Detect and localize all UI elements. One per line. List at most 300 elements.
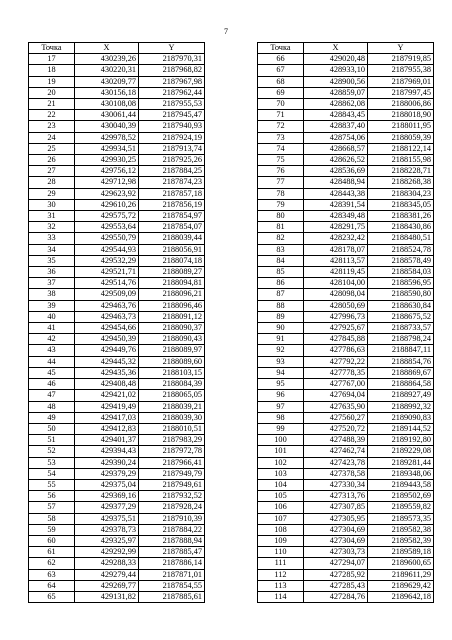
point-number-cell: 107 bbox=[258, 513, 304, 524]
y-coordinate-cell: 2188869,67 bbox=[368, 367, 434, 378]
x-coordinate-cell: 427560,27 bbox=[304, 412, 368, 423]
table-row bbox=[258, 132, 434, 143]
x-coordinate-cell: 429610,26 bbox=[75, 199, 139, 210]
y-coordinate-cell: 2188010,51 bbox=[139, 423, 205, 434]
point-number-cell: 51 bbox=[29, 435, 75, 446]
x-coordinate-cell: 428536,69 bbox=[304, 166, 368, 177]
table-row bbox=[258, 121, 434, 132]
table-row bbox=[258, 289, 434, 300]
x-coordinate-cell: 429532,29 bbox=[75, 255, 139, 266]
y-coordinate-cell: 2187924,19 bbox=[139, 132, 205, 143]
x-coordinate-cell: 430061,44 bbox=[75, 110, 139, 121]
x-coordinate-cell: 429288,33 bbox=[75, 558, 139, 569]
point-number-cell: 21 bbox=[29, 99, 75, 110]
x-coordinate-cell: 429379,29 bbox=[75, 468, 139, 479]
point-number-cell: 20 bbox=[29, 87, 75, 98]
x-coordinate-cell: 430156,18 bbox=[75, 87, 139, 98]
y-coordinate-cell: 2187857,18 bbox=[139, 188, 205, 199]
x-coordinate-cell: 427778,35 bbox=[304, 367, 368, 378]
x-coordinate-cell: 428488,94 bbox=[304, 177, 368, 188]
table-row bbox=[29, 278, 205, 289]
table-row bbox=[258, 278, 434, 289]
table-row bbox=[258, 569, 434, 580]
y-coordinate-cell: 2189559,82 bbox=[368, 502, 434, 513]
table-header-row bbox=[29, 43, 205, 54]
x-coordinate-cell: 429378,73 bbox=[75, 524, 139, 535]
x-coordinate-cell: 430239,26 bbox=[75, 54, 139, 65]
point-number-cell: 41 bbox=[29, 323, 75, 334]
table-row bbox=[29, 547, 205, 558]
x-coordinate-cell: 427462,74 bbox=[304, 446, 368, 457]
x-coordinate-cell: 429401,37 bbox=[75, 435, 139, 446]
y-coordinate-cell: 2188381,26 bbox=[368, 211, 434, 222]
point-number-cell: 39 bbox=[29, 300, 75, 311]
table-row bbox=[258, 524, 434, 535]
point-number-cell: 108 bbox=[258, 524, 304, 535]
table-row bbox=[29, 166, 205, 177]
x-coordinate-cell: 427285,92 bbox=[304, 569, 368, 580]
x-coordinate-cell: 427304,69 bbox=[304, 535, 368, 546]
y-coordinate-cell: 2187874,23 bbox=[139, 177, 205, 188]
table-row bbox=[29, 155, 205, 166]
y-coordinate-cell: 2188059,39 bbox=[368, 132, 434, 143]
table-row bbox=[29, 367, 205, 378]
table-row bbox=[258, 199, 434, 210]
y-coordinate-cell: 2187967,98 bbox=[139, 76, 205, 87]
table-row bbox=[29, 580, 205, 591]
table-row bbox=[29, 311, 205, 322]
table-row bbox=[258, 356, 434, 367]
x-coordinate-cell: 428178,07 bbox=[304, 244, 368, 255]
table-row bbox=[29, 177, 205, 188]
y-coordinate-cell: 2187884,22 bbox=[139, 524, 205, 535]
x-coordinate-cell: 429978,52 bbox=[75, 132, 139, 143]
y-coordinate-cell: 2188675,52 bbox=[368, 311, 434, 322]
y-coordinate-cell: 2188578,49 bbox=[368, 255, 434, 266]
point-number-cell: 112 bbox=[258, 569, 304, 580]
y-coordinate-cell: 2188094,81 bbox=[139, 278, 205, 289]
table-row bbox=[29, 244, 205, 255]
x-coordinate-cell: 429419,49 bbox=[75, 401, 139, 412]
y-coordinate-cell: 2188927,49 bbox=[368, 390, 434, 401]
x-coordinate-cell: 429463,73 bbox=[75, 311, 139, 322]
point-number-cell: 45 bbox=[29, 367, 75, 378]
column-header-y: Y bbox=[368, 43, 434, 54]
point-number-cell: 59 bbox=[29, 524, 75, 535]
x-coordinate-cell: 429435,36 bbox=[75, 367, 139, 378]
x-coordinate-cell: 429020,48 bbox=[304, 54, 368, 65]
x-coordinate-cell: 429131,82 bbox=[75, 591, 139, 602]
x-coordinate-cell: 427305,95 bbox=[304, 513, 368, 524]
table-row bbox=[258, 390, 434, 401]
x-coordinate-cell: 430040,39 bbox=[75, 121, 139, 132]
x-coordinate-cell: 428349,48 bbox=[304, 211, 368, 222]
x-coordinate-cell: 430209,77 bbox=[75, 76, 139, 87]
point-number-cell: 93 bbox=[258, 356, 304, 367]
point-number-cell: 30 bbox=[29, 199, 75, 210]
table-row bbox=[258, 457, 434, 468]
point-number-cell: 103 bbox=[258, 468, 304, 479]
y-coordinate-cell: 2187919,85 bbox=[368, 54, 434, 65]
x-coordinate-cell: 427330,34 bbox=[304, 479, 368, 490]
x-coordinate-cell: 429514,76 bbox=[75, 278, 139, 289]
x-coordinate-cell: 429463,76 bbox=[75, 300, 139, 311]
y-coordinate-cell: 2187928,24 bbox=[139, 502, 205, 513]
column-header-x: X bbox=[75, 43, 139, 54]
table-row bbox=[258, 87, 434, 98]
point-number-cell: 111 bbox=[258, 558, 304, 569]
point-number-cell: 92 bbox=[258, 345, 304, 356]
x-coordinate-cell: 428443,38 bbox=[304, 188, 368, 199]
table-row bbox=[29, 591, 205, 602]
table-row bbox=[258, 177, 434, 188]
point-number-cell: 25 bbox=[29, 143, 75, 154]
y-coordinate-cell: 2189573,35 bbox=[368, 513, 434, 524]
point-number-cell: 62 bbox=[29, 558, 75, 569]
x-coordinate-cell: 430220,31 bbox=[75, 65, 139, 76]
point-number-cell: 88 bbox=[258, 300, 304, 311]
y-coordinate-cell: 2188992,32 bbox=[368, 401, 434, 412]
y-coordinate-cell: 2188847,11 bbox=[368, 345, 434, 356]
point-number-cell: 66 bbox=[258, 54, 304, 65]
x-coordinate-cell: 427488,39 bbox=[304, 435, 368, 446]
point-number-cell: 46 bbox=[29, 379, 75, 390]
y-coordinate-cell: 2187885,47 bbox=[139, 547, 205, 558]
x-coordinate-cell: 427786,63 bbox=[304, 345, 368, 356]
table-row bbox=[258, 334, 434, 345]
point-number-cell: 50 bbox=[29, 423, 75, 434]
table-row bbox=[29, 334, 205, 345]
x-coordinate-cell: 429390,24 bbox=[75, 457, 139, 468]
table-row bbox=[258, 435, 434, 446]
page-number: 7 bbox=[224, 27, 228, 36]
y-coordinate-cell: 2187955,53 bbox=[139, 99, 205, 110]
point-number-cell: 70 bbox=[258, 99, 304, 110]
table-row bbox=[29, 479, 205, 490]
y-coordinate-cell: 2189281,44 bbox=[368, 457, 434, 468]
y-coordinate-cell: 2188268,38 bbox=[368, 177, 434, 188]
point-number-cell: 105 bbox=[258, 491, 304, 502]
point-number-cell: 34 bbox=[29, 244, 75, 255]
table-row bbox=[29, 143, 205, 154]
y-coordinate-cell: 2189348,06 bbox=[368, 468, 434, 479]
column-header-y: Y bbox=[139, 43, 205, 54]
point-number-cell: 90 bbox=[258, 323, 304, 334]
x-coordinate-cell: 429325,97 bbox=[75, 535, 139, 546]
table-row bbox=[29, 535, 205, 546]
table-row bbox=[258, 166, 434, 177]
table-row bbox=[258, 222, 434, 233]
x-coordinate-cell: 429550,79 bbox=[75, 233, 139, 244]
table-row bbox=[258, 188, 434, 199]
y-coordinate-cell: 2188089,27 bbox=[139, 267, 205, 278]
table-row bbox=[29, 502, 205, 513]
x-coordinate-cell: 429292,99 bbox=[75, 547, 139, 558]
y-coordinate-cell: 2188584,03 bbox=[368, 267, 434, 278]
x-coordinate-cell: 427307,85 bbox=[304, 502, 368, 513]
point-number-cell: 75 bbox=[258, 155, 304, 166]
x-coordinate-cell: 429930,25 bbox=[75, 155, 139, 166]
table-row bbox=[258, 479, 434, 490]
point-number-cell: 81 bbox=[258, 222, 304, 233]
point-number-cell: 33 bbox=[29, 233, 75, 244]
column-header-point: Точка bbox=[29, 43, 75, 54]
point-number-cell: 61 bbox=[29, 547, 75, 558]
point-number-cell: 113 bbox=[258, 580, 304, 591]
y-coordinate-cell: 2188480,51 bbox=[368, 233, 434, 244]
point-number-cell: 43 bbox=[29, 345, 75, 356]
point-number-cell: 87 bbox=[258, 289, 304, 300]
table-row bbox=[258, 423, 434, 434]
table-row bbox=[29, 468, 205, 479]
column-header-x: X bbox=[304, 43, 368, 54]
point-number-cell: 89 bbox=[258, 311, 304, 322]
y-coordinate-cell: 2187854,97 bbox=[139, 211, 205, 222]
y-coordinate-cell: 2187972,78 bbox=[139, 446, 205, 457]
y-coordinate-cell: 2189192,80 bbox=[368, 435, 434, 446]
point-number-cell: 57 bbox=[29, 502, 75, 513]
x-coordinate-cell: 429449,76 bbox=[75, 345, 139, 356]
point-number-cell: 104 bbox=[258, 479, 304, 490]
table-row bbox=[29, 412, 205, 423]
point-number-cell: 18 bbox=[29, 65, 75, 76]
x-coordinate-cell: 428933,10 bbox=[304, 65, 368, 76]
y-coordinate-cell: 2187983,29 bbox=[139, 435, 205, 446]
point-number-cell: 65 bbox=[29, 591, 75, 602]
point-number-cell: 60 bbox=[29, 535, 75, 546]
y-coordinate-cell: 2187856,19 bbox=[139, 199, 205, 210]
point-number-cell: 44 bbox=[29, 356, 75, 367]
y-coordinate-cell: 2188228,71 bbox=[368, 166, 434, 177]
y-coordinate-cell: 2189582,38 bbox=[368, 524, 434, 535]
x-coordinate-cell: 428754,06 bbox=[304, 132, 368, 143]
x-coordinate-cell: 427635,90 bbox=[304, 401, 368, 412]
y-coordinate-cell: 2187910,39 bbox=[139, 513, 205, 524]
x-coordinate-cell: 429544,93 bbox=[75, 244, 139, 255]
x-coordinate-cell: 427303,73 bbox=[304, 547, 368, 558]
x-coordinate-cell: 427294,07 bbox=[304, 558, 368, 569]
x-coordinate-cell: 429412,83 bbox=[75, 423, 139, 434]
x-coordinate-cell: 427694,04 bbox=[304, 390, 368, 401]
x-coordinate-cell: 428862,08 bbox=[304, 99, 368, 110]
y-coordinate-cell: 2187871,01 bbox=[139, 569, 205, 580]
x-coordinate-cell: 429454,66 bbox=[75, 323, 139, 334]
table-row bbox=[258, 547, 434, 558]
table-row bbox=[258, 233, 434, 244]
x-coordinate-cell: 428113,57 bbox=[304, 255, 368, 266]
x-coordinate-cell: 428391,54 bbox=[304, 199, 368, 210]
x-coordinate-cell: 428900,56 bbox=[304, 76, 368, 87]
table-row bbox=[29, 345, 205, 356]
y-coordinate-cell: 2189611,29 bbox=[368, 569, 434, 580]
x-coordinate-cell: 428859,07 bbox=[304, 87, 368, 98]
y-coordinate-cell: 2188596,95 bbox=[368, 278, 434, 289]
x-coordinate-cell: 428291,75 bbox=[304, 222, 368, 233]
table-row bbox=[258, 143, 434, 154]
table-row bbox=[258, 535, 434, 546]
table-row bbox=[29, 457, 205, 468]
table-row bbox=[258, 54, 434, 65]
y-coordinate-cell: 2188039,21 bbox=[139, 401, 205, 412]
point-number-cell: 63 bbox=[29, 569, 75, 580]
table-row bbox=[258, 491, 434, 502]
table-row bbox=[29, 524, 205, 535]
point-number-cell: 29 bbox=[29, 188, 75, 199]
y-coordinate-cell: 2187854,55 bbox=[139, 580, 205, 591]
table-row bbox=[258, 76, 434, 87]
point-number-cell: 23 bbox=[29, 121, 75, 132]
table-row bbox=[29, 446, 205, 457]
point-number-cell: 101 bbox=[258, 446, 304, 457]
y-coordinate-cell: 2189629,42 bbox=[368, 580, 434, 591]
table-row bbox=[258, 379, 434, 390]
table-row bbox=[258, 300, 434, 311]
point-number-cell: 77 bbox=[258, 177, 304, 188]
x-coordinate-cell: 429369,16 bbox=[75, 491, 139, 502]
y-coordinate-cell: 2188084,39 bbox=[139, 379, 205, 390]
table-row bbox=[258, 211, 434, 222]
point-number-cell: 35 bbox=[29, 255, 75, 266]
x-coordinate-cell: 429375,51 bbox=[75, 513, 139, 524]
point-number-cell: 17 bbox=[29, 54, 75, 65]
x-coordinate-cell: 429375,04 bbox=[75, 479, 139, 490]
y-coordinate-cell: 2187945,47 bbox=[139, 110, 205, 121]
y-coordinate-cell: 2188430,86 bbox=[368, 222, 434, 233]
y-coordinate-cell: 2187968,82 bbox=[139, 65, 205, 76]
table-row bbox=[29, 491, 205, 502]
y-coordinate-cell: 2188006,86 bbox=[368, 99, 434, 110]
table-row bbox=[258, 311, 434, 322]
table-row bbox=[258, 345, 434, 356]
table-row bbox=[258, 255, 434, 266]
point-number-cell: 99 bbox=[258, 423, 304, 434]
table-row bbox=[29, 99, 205, 110]
table-row bbox=[29, 211, 205, 222]
table-row bbox=[29, 423, 205, 434]
point-number-cell: 74 bbox=[258, 143, 304, 154]
y-coordinate-cell: 2188345,05 bbox=[368, 199, 434, 210]
table-row bbox=[29, 379, 205, 390]
y-coordinate-cell: 2188122,14 bbox=[368, 143, 434, 154]
table-row bbox=[258, 244, 434, 255]
y-coordinate-cell: 2187932,52 bbox=[139, 491, 205, 502]
table-row bbox=[29, 401, 205, 412]
coordinates-table-right bbox=[257, 42, 434, 603]
y-coordinate-cell: 2187940,93 bbox=[139, 121, 205, 132]
x-coordinate-cell: 427925,67 bbox=[304, 323, 368, 334]
point-number-cell: 91 bbox=[258, 334, 304, 345]
point-number-cell: 80 bbox=[258, 211, 304, 222]
point-number-cell: 48 bbox=[29, 401, 75, 412]
y-coordinate-cell: 2188630,84 bbox=[368, 300, 434, 311]
table-row bbox=[29, 233, 205, 244]
table-row bbox=[29, 54, 205, 65]
point-number-cell: 73 bbox=[258, 132, 304, 143]
x-coordinate-cell: 429421,02 bbox=[75, 390, 139, 401]
point-number-cell: 52 bbox=[29, 446, 75, 457]
point-number-cell: 40 bbox=[29, 311, 75, 322]
y-coordinate-cell: 2189090,83 bbox=[368, 412, 434, 423]
x-coordinate-cell: 429269,77 bbox=[75, 580, 139, 591]
y-coordinate-cell: 2188074,18 bbox=[139, 255, 205, 266]
x-coordinate-cell: 429408,48 bbox=[75, 379, 139, 390]
table-row bbox=[258, 558, 434, 569]
y-coordinate-cell: 2189589,18 bbox=[368, 547, 434, 558]
point-number-cell: 71 bbox=[258, 110, 304, 121]
point-number-cell: 53 bbox=[29, 457, 75, 468]
point-number-cell: 54 bbox=[29, 468, 75, 479]
y-coordinate-cell: 2189582,39 bbox=[368, 535, 434, 546]
column-header-point: Точка bbox=[258, 43, 304, 54]
table-row bbox=[29, 132, 205, 143]
x-coordinate-cell: 428232,42 bbox=[304, 233, 368, 244]
point-number-cell: 22 bbox=[29, 110, 75, 121]
point-number-cell: 100 bbox=[258, 435, 304, 446]
x-coordinate-cell: 428843,45 bbox=[304, 110, 368, 121]
y-coordinate-cell: 2188524,78 bbox=[368, 244, 434, 255]
x-coordinate-cell: 427285,43 bbox=[304, 580, 368, 591]
y-coordinate-cell: 2188854,76 bbox=[368, 356, 434, 367]
point-number-cell: 49 bbox=[29, 412, 75, 423]
point-number-cell: 69 bbox=[258, 87, 304, 98]
y-coordinate-cell: 2187949,79 bbox=[139, 468, 205, 479]
table-row bbox=[29, 222, 205, 233]
y-coordinate-cell: 2187913,74 bbox=[139, 143, 205, 154]
table-row bbox=[29, 110, 205, 121]
x-coordinate-cell: 429509,09 bbox=[75, 289, 139, 300]
point-number-cell: 96 bbox=[258, 390, 304, 401]
y-coordinate-cell: 2188864,58 bbox=[368, 379, 434, 390]
y-coordinate-cell: 2187955,38 bbox=[368, 65, 434, 76]
point-number-cell: 64 bbox=[29, 580, 75, 591]
point-number-cell: 85 bbox=[258, 267, 304, 278]
table-row bbox=[29, 435, 205, 446]
table-row bbox=[258, 65, 434, 76]
x-coordinate-cell: 430108,08 bbox=[75, 99, 139, 110]
table-row bbox=[258, 580, 434, 591]
point-number-cell: 95 bbox=[258, 379, 304, 390]
x-coordinate-cell: 428050,69 bbox=[304, 300, 368, 311]
point-number-cell: 67 bbox=[258, 65, 304, 76]
table-row bbox=[29, 121, 205, 132]
x-coordinate-cell: 429521,71 bbox=[75, 267, 139, 278]
point-number-cell: 36 bbox=[29, 267, 75, 278]
table-row bbox=[29, 255, 205, 266]
y-coordinate-cell: 2188018,90 bbox=[368, 110, 434, 121]
y-coordinate-cell: 2188089,60 bbox=[139, 356, 205, 367]
point-number-cell: 24 bbox=[29, 132, 75, 143]
x-coordinate-cell: 428098,04 bbox=[304, 289, 368, 300]
point-number-cell: 98 bbox=[258, 412, 304, 423]
table-row bbox=[258, 99, 434, 110]
x-coordinate-cell: 428668,57 bbox=[304, 143, 368, 154]
table-row bbox=[258, 401, 434, 412]
table-row bbox=[258, 155, 434, 166]
table-row bbox=[29, 188, 205, 199]
x-coordinate-cell: 427845,88 bbox=[304, 334, 368, 345]
y-coordinate-cell: 2188056,91 bbox=[139, 244, 205, 255]
x-coordinate-cell: 429623,92 bbox=[75, 188, 139, 199]
x-coordinate-cell: 429712,98 bbox=[75, 177, 139, 188]
table-row bbox=[258, 367, 434, 378]
point-number-cell: 55 bbox=[29, 479, 75, 490]
y-coordinate-cell: 2188103,15 bbox=[139, 367, 205, 378]
x-coordinate-cell: 428104,00 bbox=[304, 278, 368, 289]
table-row bbox=[258, 323, 434, 334]
y-coordinate-cell: 2188039,30 bbox=[139, 412, 205, 423]
x-coordinate-cell: 427313,76 bbox=[304, 491, 368, 502]
table-row bbox=[29, 390, 205, 401]
